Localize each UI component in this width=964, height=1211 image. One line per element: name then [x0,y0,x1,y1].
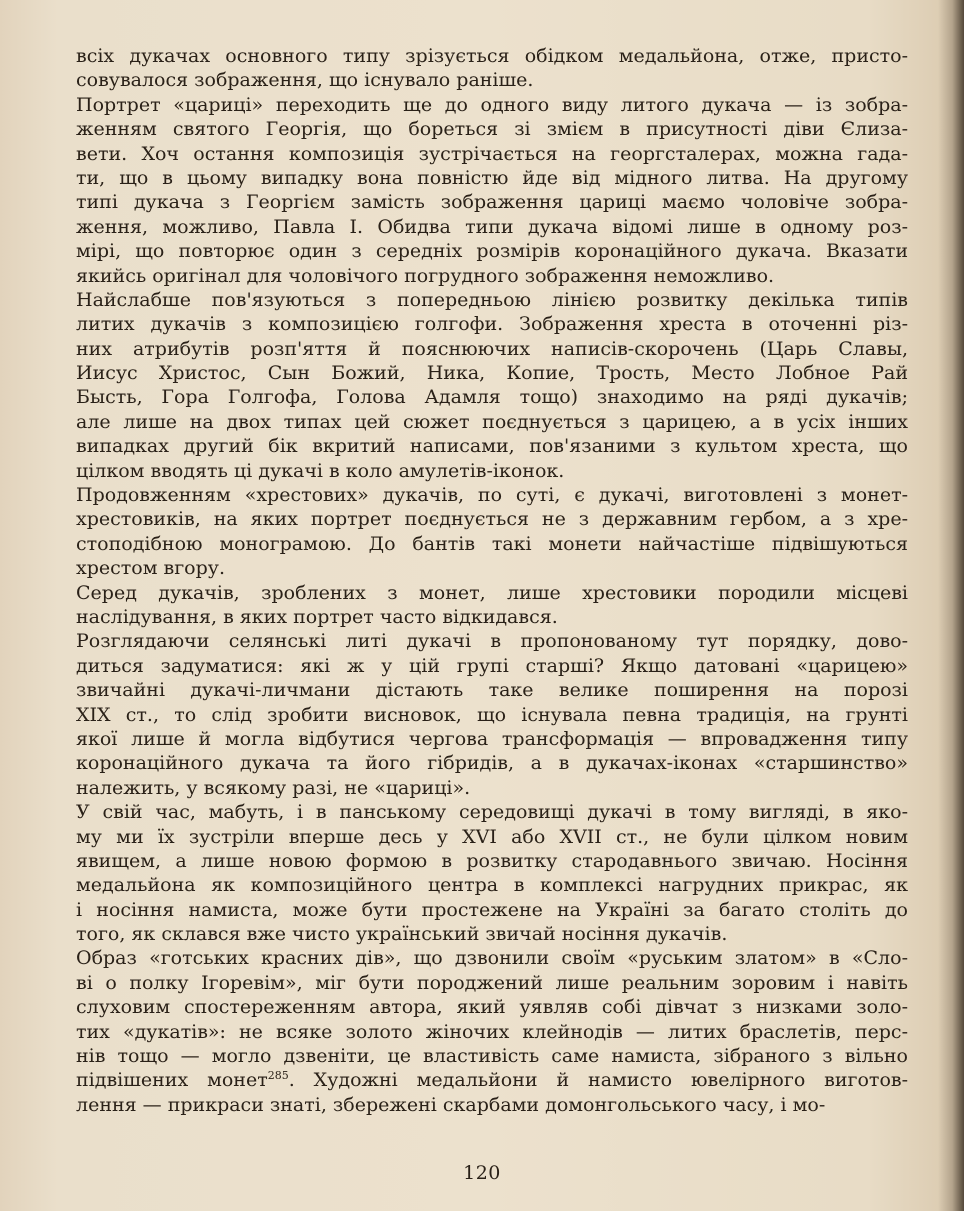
text-line: женням святого Георгія, що бореться зі змієм в присутності діви Єлиза- [76,118,908,141]
paragraph [76,800,908,946]
text-line: хрестом вгору. [76,557,226,580]
text-line: литих дукачів з композицією голгофи. Зображення хреста в оточенні різ- [76,313,908,336]
text-line: і носіння намиста, може бути простежене на Україні за багато століть до [76,898,908,921]
text-line: якої лише й могла відбутися чергова трансформація — впровадження типу [76,727,908,750]
text-line: Иисус Христос, Сын Божий, Ника, Копие, Трость, Место Лобное Рай [76,362,908,385]
text-line: явищем, а лише новою формою в розвитку стародавнього звичаю. Носіння [76,849,908,872]
text-line: звичайні дукачі-личмани дістають таке велике поширення на порозі [76,679,908,702]
text-line: хрестовиків, на яких портрет поєднується не з державним гербом, а з хре- [76,508,908,531]
paragraph [76,44,908,93]
text-line: того, як склався вже чисто український звичай носіння дукачів. [76,923,728,946]
text-line: Серед дукачів, зроблених з монет, лише хрестовики породили місцеві [76,581,908,604]
footnote-reference: 285 [267,1069,289,1083]
text-line: цілком вводять ці дукачі в коло амулетів-іконок. [76,459,565,482]
text-line: лення — прикраси знаті, збережені скарбами домонгольського часу, і мо- [76,1093,826,1116]
paragraph [76,483,908,581]
text-line: типі дукача з Георгієм замість зображення цариці маємо чоловіче зобра- [76,191,908,214]
text-line: них атрибутів розп'яття й пояснюючих написів-скорочень (Царь Славы, [76,337,908,360]
text-fragment: підвішених монет [76,1069,268,1092]
paragraph [76,288,908,483]
text-line: медальйона як композиційного центра в комплексі нагрудних прикрас, як [76,874,908,897]
paragraph [76,629,908,800]
text-line: му ми їх зустріли вперше десь у XVI або XVII ст., не були цілком новим [76,825,908,848]
text-line: диться задуматися: які ж у цій групі старші? Якщо датовані «царицею» [76,654,908,677]
text-line: коронаційного дукача та його гібридів, а в дукачах-іконах «старшинство» [76,752,908,775]
text-line: Продовженням «хрестових» дукачів, по суті, є дукачі, виготовлені з монет- [76,484,908,507]
text-line: ві о полку Ігоревім», міг бути породжений лише реальним зоровим і навіть [76,971,908,994]
text-line: слуховим спостереженням автора, який уявляв собі дівчат з низками золо- [76,996,908,1019]
paragraph [76,93,908,288]
text-line: випадках другий бік вкритий написами, пов'язаними з культом хреста, що [76,435,908,458]
page-text [76,44,908,1117]
text-line: ження, можливо, Павла І. Обидва типи дукача відомі лише в одному роз- [76,215,908,238]
text-line: якийсь оригінал для чоловічого погрудного зображення неможливо. [76,264,775,287]
text-line: належить, у всякому разі, не «цариці». [76,776,471,799]
text-line: стоподібною монограмою. До бантів такі монети найчастіше підвішуються [76,532,908,555]
text-line: Бысть, Гора Голгофа, Голова Адамля тощо) знаходимо на ряді дукачів; [76,386,908,409]
text-line: ти, що в цьому випадку вона повністю йде від мідного литва. На другому [76,166,908,189]
text-line: XIX ст., то слід зробити висновок, що існувала певна традиція, на грунті [76,703,908,726]
text-line: вети. Хоч остання композиція зустрічається на георгсталерах, можна гада- [76,142,908,165]
text-line [76,1068,908,1092]
text-line: тих «дукатів»: не всяке золото жіночих клейнодів — литих браслетів, перс- [76,1020,908,1043]
text-line: всіх дукачах основного типу зрізується обідком медальйона, отже, присто- [76,45,908,67]
paragraph [76,581,908,630]
text-line: наслідування, в яких портрет часто відкидався. [76,605,558,628]
text-line: совувалося зображення, що існувало раніше. [76,69,534,92]
text-line: Найслабше пов'язуються з попередньою лінією розвитку декілька типів [76,288,908,311]
book-spine-shadow [938,0,964,1211]
text-line: Портрет «цариці» переходить ще до одного виду литого дукача — із зобра- [76,93,908,116]
text-line: Образ «готських красних дів», що дзвонили своїм «руським златом» в «Сло- [76,947,908,970]
page-number: 120 [463,1162,501,1184]
paragraph [76,946,908,1117]
text-fragment: . Художні медальйони й намисто ювелірного виготов- [288,1069,908,1092]
text-line: мірі, що повторює один з середніх розмірів коронаційного дукача. Вказати [76,240,908,263]
text-line: Розглядаючи селянські литі дукачі в пропонованому тут порядку, дово- [76,630,908,653]
text-line: У свій час, мабуть, і в панському середовищі дукачі в тому вигляді, в яко- [76,801,908,824]
text-line: але лише на двох типах цей сюжет поєднується з царицею, а в усіх інших [76,410,908,433]
text-line: нів тощо — могло дзвеніти, це властивість саме намиста, зібраного з вільно [76,1045,908,1068]
